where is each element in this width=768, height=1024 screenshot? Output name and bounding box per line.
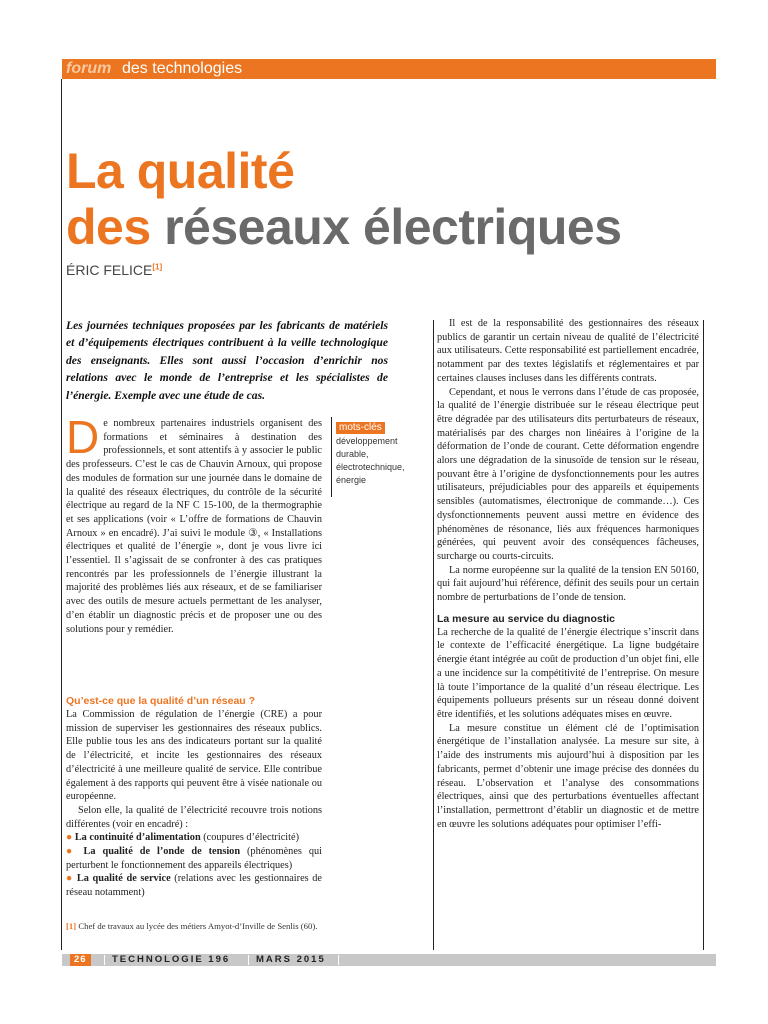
paragraph: Cependant, et nous le verrons dans l’étude de cas proposée, la qualité de l’énergie distribuée sur le réseau électrique peut être dégradée par des utilisateurs dits perturbateurs de réseaux, matérialisés par des charges non linéaires à l’origine de la déformation de l’onde de courant. Cette déformation engendre alors une dégradation de la sinusoïde de tension sur le réseau, pouvant être à l’origine de dysfonctionnements pour les autres utilisateurs, préjudiciables pour des appareils et équipements sensibles (automatismes, électronique de commande…). Ces dysfonctionnements peuvent aussi mettre en évidence des phénomènes de résonance, liés aux fréquences harmoniques générées, qui peuvent avoir des conséquences fâcheuses, surcharge ou courts-circuits. (437, 386, 699, 562)
keywords-rule (331, 417, 332, 497)
paragraph: Selon elle, la qualité de l’électricité recouvre trois notions différentes (voir en encadré) : (66, 804, 322, 830)
bullet-bold: La qualité de l’onde de tension (83, 846, 241, 858)
title-line-2-gray: réseaux électriques (164, 199, 622, 255)
paragraph: La mesure constitue un élément clé de l’optimisation énergétique de l’installation analysée. La mesure sur site, à l’aide des instruments mis aujourd’hui à disposition par les fabricants, permet d’obtenir une image précise des données du réseau. L’observation et l’analyse des consommations électriques, ainsi que des perturbations éventuelles affectant l’installation, permettront d’établir un diagnostic et de mettre en œuvre les solutions adéquates pour optimiser l’effi- (437, 722, 699, 830)
bullet-text: (coupures d’électricité) (200, 832, 300, 844)
page-number: 26 (70, 954, 91, 966)
paragraph: e nombreux partenaires industriels organisent des formations et séminaires à destination des professionnels, et sont attentifs à y associer le public des professeurs. C’est le cas de Chauvin Arnoux, qui propose des modules de formation sur une journée dans le domaine de la qualité des réseaux électriques, du contrôle de la sécurité électrique au regard de la NF C 15-100, de la thermographie et ses applications (voir « L’offre de formations de Chauvin Arnoux » en encadré). J’ai suivi le module ③, « Installations électriques et qualité de l’énergie », dont je vous livre ici l’essentiel. Il s’agissait de se confronter à des cas pratiques rencontrés par les professionnels de l’énergie illustrant la majorité des problèmes liés aux réseaux, et de se familiariser avec des outils de mesure actuels permettant de les analyser, d’en établir un diagnostic précis et de proposer une ou des solutions pour y remédier. (66, 418, 322, 635)
bullet-item (66, 845, 322, 872)
paragraph: La Commission de régulation de l’énergie (CRE) a pour mission de superviser les gestionnaires des réseaux publics. Elle publie tous les ans des indicateurs portant sur la qualité de l’électricité, et incite les gestionnaires des réseaux d’électricité à une meilleure qualité de service. Elle contribue également à des rapports qui peuvent être à visée nationale ou européenne. (66, 709, 322, 803)
bullet-text: (phénomènes qui perturbent le fonctionnement des appareils électriques) (66, 846, 322, 871)
bullet-bold: La continuité d’alimentation (74, 832, 201, 844)
bullet-icon: ● (66, 832, 73, 844)
title-line-2-orange: des (66, 199, 151, 255)
keyword: électrotechnique, (336, 462, 405, 472)
keyword: développement durable, (336, 436, 398, 459)
keywords-label: mots-clés (336, 422, 385, 434)
author (66, 262, 162, 278)
paragraph: La recherche de la qualité de l’énergie électrique s’inscrit dans le contexte de l’efficacité énergétique. La ligne budgétaire énergie étant intégrée au coût de production d’un objet fini, elle a une incidence sur la compétitivité de l’entreprise. On mesure là toute l’importance de la qualité d’un réseau électrique. Les équipements pollueurs présents sur un réseau donné doivent être identifiés, et les solutions adéquates mises en œuvre. (437, 626, 699, 720)
column-3-right-rule (703, 320, 704, 950)
footnote-text: Chef de travaux au lycée des métiers Amyot-d’Inville de Senlis (60). (78, 921, 318, 931)
bullet-icon: ● (66, 846, 77, 858)
footer-separator (338, 955, 339, 965)
bullet-text: (relations avec les gestionnaires de réseau notamment) (66, 873, 323, 899)
bullet-item (66, 872, 322, 899)
column-3 (437, 317, 699, 831)
article-intro: Les journées techniques proposées par les fabricants de matériels et d’équipements électriques contribuent à la veille technologique des enseignants. Elles sont aussi l’occasion d’enrichir nos relations avec le monde de l’entreprise et les spécialistes de l’énergie. Exemple avec une étude de cas. (66, 319, 388, 402)
title-line-1: La qualité (66, 143, 295, 199)
author-name: ÉRIC FELICE (66, 262, 153, 278)
footnote (66, 920, 322, 932)
author-ref: [1] (152, 262, 163, 272)
article-title (66, 143, 622, 255)
bullet-bold: La qualité de service (76, 873, 171, 885)
bullet-item (66, 831, 322, 845)
keyword: énergie (336, 475, 367, 485)
drop-cap: D (66, 411, 100, 463)
paragraph: La norme européenne sur la qualité de la tension EN 50160, qui fait aujourd’hui référence, définit des seuils pour un certain nombre de perturbations de l’onde de tension. (437, 564, 699, 604)
header-forum: forum (66, 60, 112, 77)
column-1-bottom (66, 695, 322, 900)
header-section: des technologies (122, 60, 243, 77)
column-3-left-rule (433, 320, 434, 950)
magazine-name: TECHNOLOGIE 196 (112, 954, 231, 965)
footer-separator (248, 955, 249, 965)
footnote-number: [1] (66, 921, 77, 931)
column-1-top (66, 411, 322, 636)
issue-date: MARS 2015 (256, 954, 326, 965)
paragraph: Il est de la responsabilité des gestionnaires des réseaux publics de garantir un certain niveau de qualité de l’électricité aux utilisateurs. Cette responsabilité est partiellement encadrée, notamment par des textes législatifs et réglementaires et par certaines clauses incluses dans les différents contrats. (437, 318, 699, 384)
section-heading: Qu’est-ce que la qualité d’un réseau ? (66, 695, 256, 707)
keywords-box (336, 417, 410, 487)
page-footer (62, 954, 716, 966)
footer-separator (104, 955, 105, 965)
section-heading: La mesure au service du diagnostic (437, 612, 615, 625)
left-rule (61, 79, 62, 950)
section-header-band (62, 59, 716, 79)
bullet-icon: ● (66, 873, 74, 885)
title-line-2 (66, 199, 622, 255)
